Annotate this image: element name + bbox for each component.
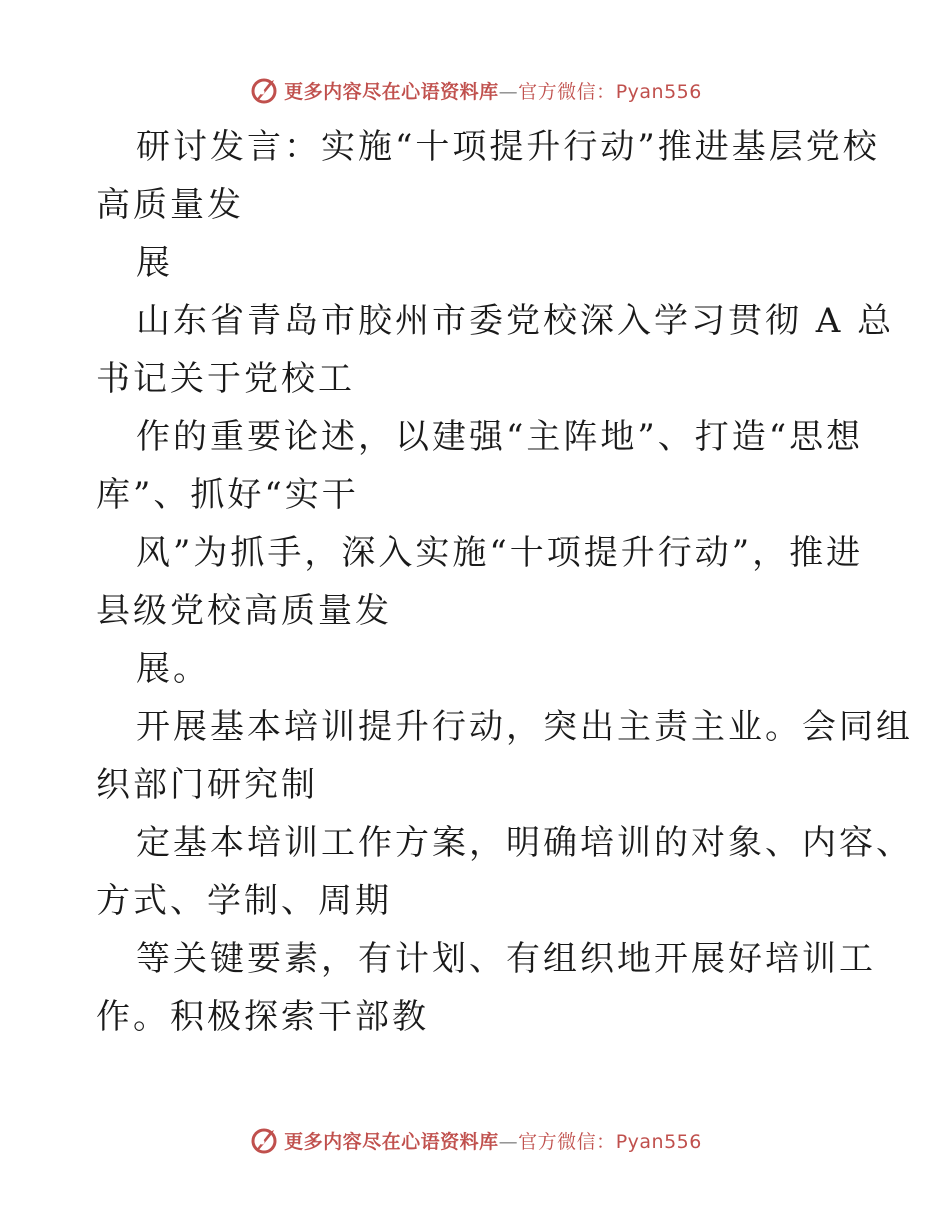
- text-line: 作的重要论述，以建强“主阵地”、打造“思想: [136, 417, 864, 457]
- watermark-dash: —: [498, 80, 519, 103]
- watermark-main: 更多内容尽在心语资料库: [284, 80, 499, 103]
- text-line: 书记关于党校工: [96, 359, 355, 399]
- quill-logo-icon: [248, 1124, 280, 1156]
- text-line: 风”为抓手，深入实施“十项提升行动”，推进: [136, 533, 864, 573]
- watermark-dash: —: [498, 1130, 519, 1153]
- watermark-rest: 官方微信：: [518, 80, 616, 103]
- watermark-text: [284, 1127, 702, 1154]
- watermark-id: Pyan556: [615, 80, 702, 103]
- watermark-id: Pyan556: [615, 1130, 702, 1153]
- watermark-text: [284, 77, 702, 104]
- text-line: 高质量发: [96, 185, 244, 225]
- text-line: 县级党校高质量发: [96, 591, 392, 631]
- text-line: 库”、抓好“实干: [96, 475, 359, 515]
- text-line: 织部门研究制: [96, 765, 318, 805]
- watermark-rest: 官方微信：: [518, 1130, 616, 1153]
- quill-logo-icon: [248, 74, 280, 106]
- text-line: 研讨发言：实施“十项提升行动”推进基层党校: [136, 127, 880, 167]
- text-line: 展: [136, 243, 173, 283]
- text-line: 作。积极探索干部教: [96, 997, 429, 1037]
- text-line: 展。: [136, 649, 210, 689]
- document-body: [96, 118, 913, 1046]
- header-watermark: [0, 70, 950, 110]
- text-line: 方式、学制、周期: [96, 881, 392, 921]
- text-line: 定基本培训工作方案，明确培训的对象、内容、: [136, 823, 913, 863]
- text-line: 山东省青岛市胶州市委党校深入学习贯彻 A 总: [136, 301, 895, 341]
- footer-watermark: [0, 1120, 950, 1160]
- text-line: 等关键要素，有计划、有组织地开展好培训工: [136, 939, 876, 979]
- watermark-main: 更多内容尽在心语资料库: [284, 1130, 499, 1153]
- text-line: 开展基本培训提升行动，突出主责主业。会同组: [136, 707, 913, 747]
